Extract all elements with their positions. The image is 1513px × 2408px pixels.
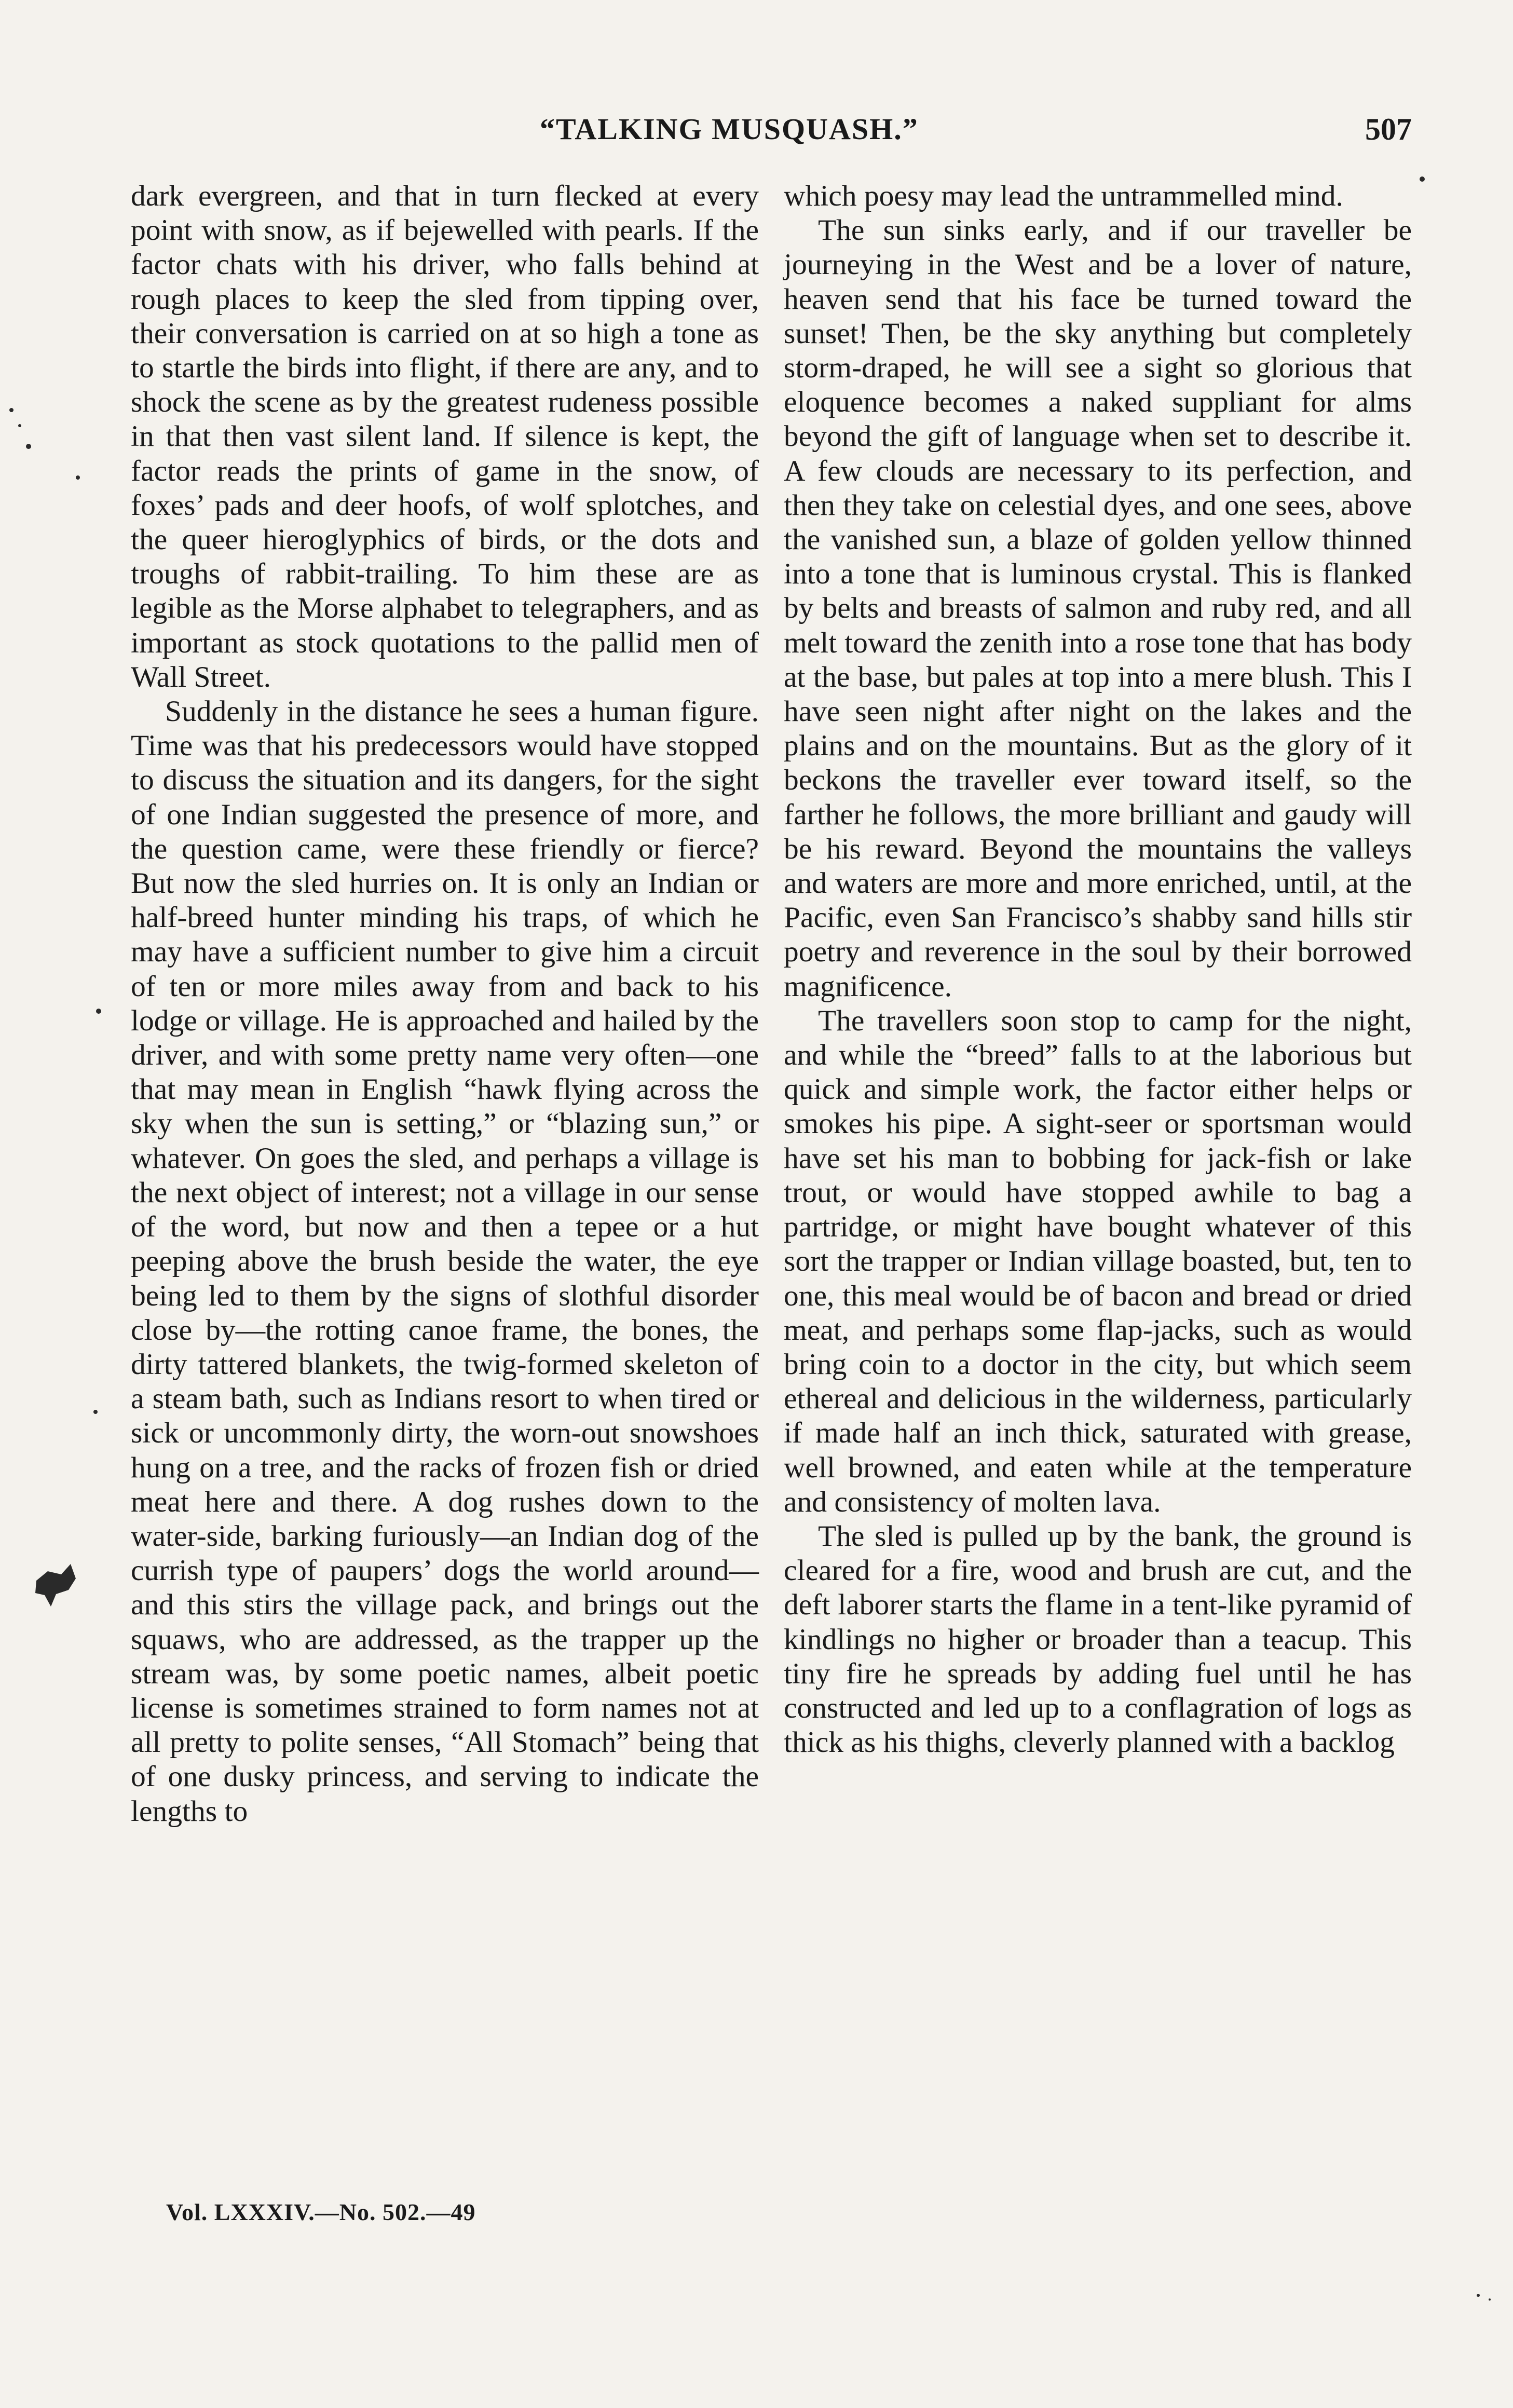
speck-mark — [18, 424, 21, 427]
page-header — [130, 112, 1412, 148]
page-number: 507 — [1365, 112, 1412, 146]
right-paragraph-2: The sun sinks early, and if our traveller be journeying in the West and be a lover of nature, heaven send that his face be turned toward the sunset! Then, be the sky anything but completely storm-draped, he will see a sight so glorious that eloquence becomes a naked suppliant for alms beyond the gift of language when set to describe it. A few clouds are necessary to its perfection, and then they take on celestial dyes, and one sees, above the vanished sun, a blaze of golden yellow thinned into a tone that is luminous crystal. This is flanked by belts and breasts of salmon and ruby red, and all melt toward the zenith into a rose tone that has body at the base, but pales at top into a mere blush. This I have seen night after night on the lakes and the plains and on the mountains. But as the glory of it beckons the traveller ever toward itself, so the farther he follows, the more brilliant and gaudy will be his reward. Beyond the mountains the valleys and waters are more and more enriched, until, at the Pacific, even San Francisco’s shabby sand hills stir poetry and reverence in the soul by their borrowed magnificence. — [784, 214, 1412, 1003]
speck-mark — [1489, 2298, 1491, 2301]
speck-mark — [96, 1009, 101, 1014]
ink-blot-mark — [35, 1564, 76, 1607]
right-paragraph-3: The travellers soon stop to camp for the night, and while the “breed” falls to at the laborious but quick and simple work, the factor either helps or smokes his pipe. A sight-seer or sportsman would have set his man to bobbing for jack-fish or lake trout, or would have stopped awhile to bag a partridge, or might have bought whatever of this sort the trapper or Indian village boasted, but, ten to one, this meal would be of bacon and bread or dried meat, and perhaps some flap-jacks, such as would bring coin to a doctor in the city, but which seem ethereal and delicious in the wilderness, particularly if made half an inch thick, saturated with grease, well browned, and eaten while at the temperature and consistency of molten lava. — [784, 1004, 1412, 1518]
right-column — [784, 179, 1412, 1760]
left-paragraph-1: dark evergreen, and that in turn flecked at every point with snow, as if bejewelled with pearls. If the factor chats with his driver, who falls behind at rough places to keep the sled from tipping over, their conversation is carried on at so high a tone as to startle the birds into flight, if there are any, and to shock the scene as by the greatest rudeness possible in that then vast silent land. If silence is kept, the factor reads the prints of game in the snow, of foxes’ pads and deer hoofs, of wolf splotches, and the queer hieroglyphics of birds, or the dots and troughs of rabbit-trailing. To him these are as legible as the Morse alphabet to telegraphers, and as important as stock quotations to the pallid men of Wall Street. — [131, 180, 759, 693]
running-title: “TALKING MUSQUASH.” — [540, 112, 919, 146]
speck-mark — [9, 408, 13, 412]
speck-mark — [76, 475, 80, 480]
speck-mark — [1477, 2294, 1480, 2297]
speck-mark — [1420, 176, 1425, 182]
right-paragraph-4: The sled is pulled up by the bank, the ground is cleared for a fire, wood and brush are cut, and the deft laborer starts the flame in a tent-like pyramid of kindlings no higher or broader than a teacup. This tiny fire he spreads by adding fuel until he has constructed and led up to a conflagration of logs as thick as his thighs, cleverly planned with a backlog — [784, 1519, 1412, 1759]
right-paragraph-1: which poesy may lead the untrammelled mind. — [784, 180, 1343, 212]
speck-mark — [26, 444, 31, 449]
speck-mark — [93, 1410, 98, 1414]
left-column — [131, 179, 759, 1829]
left-paragraph-2: Suddenly in the distance he sees a human figure. Time was that his predecessors would have stopped to discuss the situation and its dangers, for the sight of one Indian suggested the presence of more, and the question came, were these friendly or fierce? But now the sled hurries on. It is only an Indian or half-breed hunter minding his traps, of which he may have a sufficient number to give him a circuit of ten or more miles away from and back to his lodge or village. He is approached and hailed by the driver, and with some pretty name very often—one that may mean in English “hawk flying across the sky when the sun is setting,” or “blazing sun,” or whatever. On goes the sled, and perhaps a village is the next object of interest; not a village in our sense of the word, but now and then a tepee or a hut peeping above the brush beside the water, the eye being led to them by the signs of slothful disorder close by—the rotting canoe frame, the bones, the dirty tattered blankets, the twig-formed skeleton of a steam bath, such as Indians resort to when tired or sick or uncommonly dirty, the worn-out snowshoes hung on a tree, and the racks of frozen fish or dried meat here and there. A dog rushes down to the water-side, barking furiously—an Indian dog of the currish type of paupers’ dogs the world around—and this stirs the village pack, and brings out the squaws, who are addressed, as the trapper up the stream was, by some poetic names, albeit poetic license is sometimes strained to form names not at all pretty to polite senses, “All Stomach” being that of one dusky princess, and serving to indicate the lengths to — [131, 695, 759, 1828]
signature-line: Vol. LXXXIV.—No. 502.—49 — [166, 2199, 476, 2225]
